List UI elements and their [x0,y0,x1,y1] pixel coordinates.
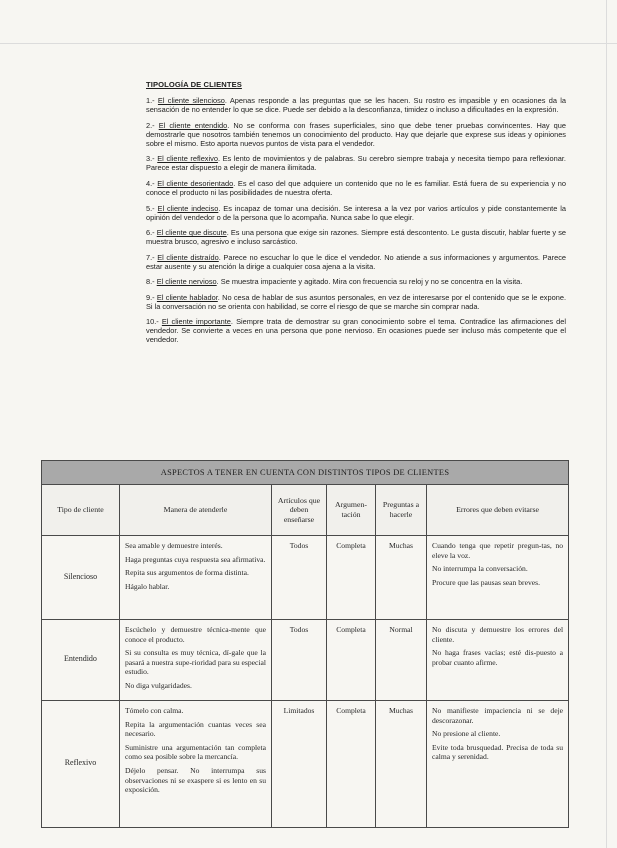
typology-item: 8.- El cliente nervioso. Se muestra impaciente y agitado. Mira con frecuencia su reloj y no se concentra en la visita. [146,277,523,287]
table-row [42,620,569,701]
typology-item: 9.- El cliente hablador. No cesa de hablar de sus asuntos personales, en vez de interesarse por el contenido que se le expone. Si la conversación no se orienta con habilidad, se corre el riesgo de que se marche sin comprar nada. [146,292,566,311]
header-errores: Errores que deben evitarse [427,485,569,536]
table-banner-title: ASPECTOS A TENER EN CUENTA CON DISTINTOS TIPOS DE CLIENTES [42,461,569,485]
cell-errores: Cuando tenga que repetir pregun-tas, no eleve la voz. No interrumpa la conversación. Procure que las pausas sean breves. [427,536,569,620]
header-articulos: Artículos que deben enseñarse [272,485,327,536]
cell-argumentacion: Completa [327,701,376,828]
cell-tipo: Silencioso [42,536,120,620]
cell-tipo: Entendido [42,620,120,701]
typology-item: 7.- El cliente distraído. Parece no escuchar lo que le dice el vendedor. No atiende a sus informaciones y argumentos. Parece estar ausente y su atención la dirige a cualquier cosa ajena a la visita. [146,252,567,271]
cell-argumentacion: Completa [327,536,376,620]
table-banner-row [42,461,569,485]
cell-errores: No manifieste impaciencia ni se deje descorazonar. No presione al cliente. Evite toda brusquedad. Precisa de toda su calma y serenidad. [427,701,569,828]
header-preguntas: Preguntas a hacerle [376,485,427,536]
cell-errores: No discuta y demuestre los errores del cliente. No haga frases vacías; esté dis-puesto a probar cuanto afirme. [427,620,569,701]
cell-manera: Escúchelo y demuestre técnica-mente que conoce el producto. Si su consulta es muy técnica, dí-gale que la pasará a nuestra supe-rioridad para su especial estudio. No diga vulgaridades. [120,620,272,701]
cell-articulos: Todos [272,536,327,620]
typology-item: 1.- El cliente silencioso. Apenas responde a las preguntas que se les hacen. Su rostro es impasible y en ocasiones da la sensación de no entender lo que se dice. Puede ser debido a la desconfianza, timidez o incluso a dificultades en la expresión. [146,96,566,115]
typology-item: 4.- El cliente desorientado. Es el caso del que adquiere un contenido que no le es familiar. Está fuera de su experiencia y no conoce el producto ni las posibilidades de nuestra oferta. [146,178,566,198]
scan-edge-right [606,0,607,848]
cell-articulos: Limitados [272,701,327,828]
header-argumentacion: Argumen-tación [327,485,376,536]
client-aspects-table-wrapper [41,460,568,828]
typology-item: 10.- El cliente importante. Siempre trata de demostrar su gran conocimiento sobre el tema. Contradice las afirmaciones del vendedor. Se convierte a veces en una persona que pone nervioso. En ocasiones puede ser incluso más competente que el vendedor. [146,317,566,345]
header-tipo: Tipo de cliente [42,485,120,536]
cell-manera: Tómelo con calma. Repita la argumentación cuantas veces sea necesario. Suministre una argumentación tan completa como sea posible sobre la mercancía. Déjelo pensar. No interrumpa sus observaciones ni se exaspere si es lento en su exposición. [120,701,272,828]
client-aspects-table [41,460,569,828]
table-row [42,701,569,828]
typology-item: 2.- El cliente entendido. No se conforma con frases superficiales, sino que debe tener pruebas convincentes. Hay que demostrarle que nosotros también tenemos un conocimiento del producto. Hay que dejarle que exprese sus ideas y opiniones sobre el mismo. Esto aporta nuevos puntos de vista para el vendedor. [146,120,567,148]
cell-articulos: Todos [272,620,327,701]
cell-preguntas: Muchas [376,536,427,620]
cell-preguntas: Muchas [376,701,427,828]
cell-tipo: Reflexivo [42,701,120,828]
cell-manera: Sea amable y demuestre interés. Haga preguntas cuya respuesta sea afirmativa. Repita sus argumentos de forma distinta. Hágalo hablar. [120,536,272,620]
table-header-row [42,485,569,536]
typology-item: 5.- El cliente indeciso. Es incapaz de tomar una decisión. Se interesa a la vez por varios artículos y pide constantemente la opinión del vendedor o de la persona que lo acompaña. Nunca sabe lo que elegir. [146,203,566,222]
typology-item: 6.- El cliente que discute. Es una persona que exige sin razones. Siempre está descontento. Le gusta discutir, hablar fuerte y se muestra brusco, agresivo e incluso sarcástico. [146,228,567,247]
table-row [42,536,569,620]
typology-item: 3.- El cliente reflexivo. Es lento de movimientos y de palabras. Su cerebro siempre trabaja y necesita tiempo para reflexionar. Parece estar dispuesto a elegir de manera ilimitada. [146,154,566,173]
scan-edge-top [0,43,617,44]
cell-preguntas: Normal [376,620,427,701]
cell-argumentacion: Completa [327,620,376,701]
document-title: TIPOLOGÍA DE CLIENTES [146,80,242,89]
client-typology-section [146,80,566,351]
header-manera: Manera de atenderle [120,485,272,536]
